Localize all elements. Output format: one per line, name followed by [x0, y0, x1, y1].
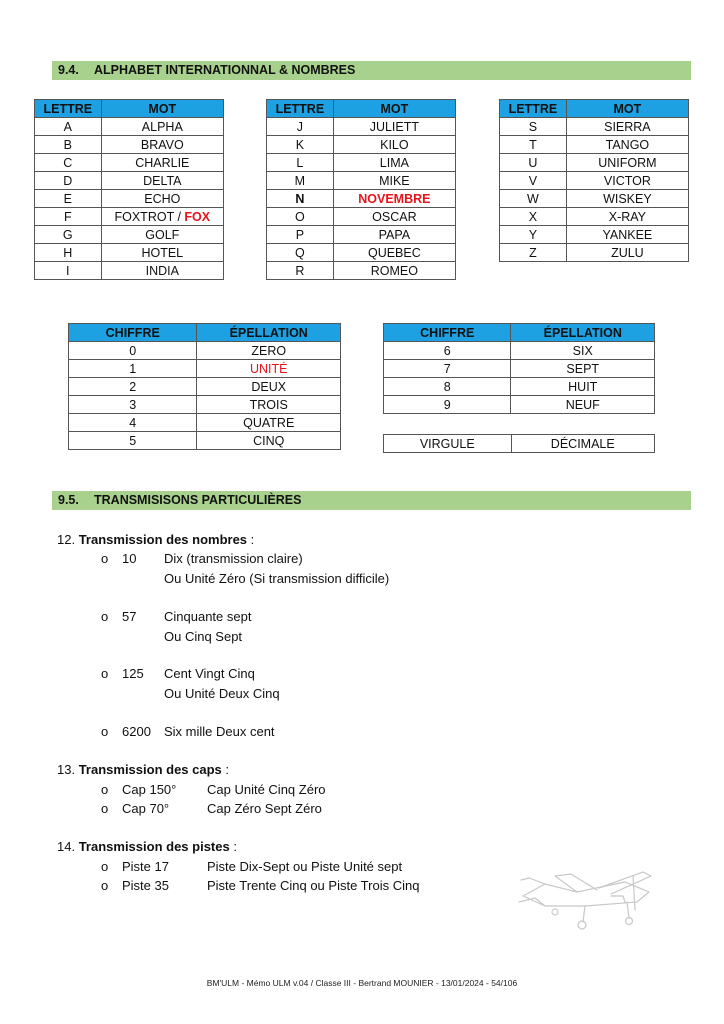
- header-letter: LETTRE: [267, 100, 334, 118]
- section-number: 9.4.: [58, 63, 79, 77]
- cap-value: Cap 70°: [122, 801, 170, 816]
- bullet-icon: o: [101, 609, 109, 624]
- table-row: [69, 342, 341, 360]
- table-row: [69, 396, 341, 414]
- table-row: [267, 226, 456, 244]
- header-spelling: ÉPELLATION: [197, 324, 341, 342]
- word-cell: TANGO: [566, 136, 688, 154]
- table-row: [267, 190, 456, 208]
- cap-spelling: Cap Unité Cinq Zéro: [207, 781, 326, 797]
- word-cell: ROMEO: [333, 262, 455, 280]
- digit-cell: 2: [69, 378, 197, 396]
- word-cell: YANKEE: [566, 226, 688, 244]
- transmission-alt: Ou Cinq Sept: [164, 628, 243, 644]
- decimal-cell: DÉCIMALE: [511, 435, 654, 453]
- item-colon: :: [221, 762, 230, 777]
- table-row: [267, 262, 456, 280]
- bullet-icon: o: [101, 858, 109, 874]
- word-cell: VICTOR: [566, 172, 688, 190]
- letter-cell: N: [267, 190, 334, 208]
- section-header-9-4: [52, 61, 691, 80]
- item-label: Transmission des caps: [78, 762, 222, 777]
- spelling-cell: QUATRE: [197, 414, 341, 432]
- spelling-cell: TROIS: [197, 396, 341, 414]
- word-cell: X-RAY: [566, 208, 688, 226]
- word-text: FOXTROT /: [114, 209, 185, 224]
- header-word: MOT: [566, 100, 688, 118]
- spelling-cell: SIX: [511, 342, 655, 360]
- number-value: 10: [122, 551, 137, 566]
- runway-value: Piste 17: [122, 858, 169, 874]
- airplane-icon: [515, 862, 655, 934]
- table-row: [500, 190, 689, 208]
- table-row: [500, 226, 689, 244]
- digit-cell: 5: [69, 432, 197, 450]
- digit-cell: 3: [69, 396, 197, 414]
- letter-cell: W: [500, 190, 567, 208]
- table-row: [35, 154, 224, 172]
- table-row: [35, 190, 224, 208]
- digit-cell: 1: [69, 360, 197, 378]
- cap-spelling: Cap Zéro Sept Zéro: [207, 801, 322, 816]
- table-row: [69, 360, 341, 378]
- table-row: [384, 396, 655, 414]
- word-cell: GOLF: [101, 226, 223, 244]
- spelling-cell: SEPT: [511, 360, 655, 378]
- table-row: [35, 136, 224, 154]
- header-digit: CHIFFRE: [384, 324, 511, 342]
- header-word: MOT: [101, 100, 223, 118]
- letter-cell: G: [35, 226, 102, 244]
- table-row: [35, 262, 224, 280]
- table-row: [500, 118, 689, 136]
- runway-spelling: Piste Trente Cinq ou Piste Trois Cinq: [207, 878, 420, 893]
- numbers-table-left: [68, 323, 341, 450]
- spelling-cell: NEUF: [511, 396, 655, 414]
- spelling-cell: HUIT: [511, 378, 655, 396]
- section-number: 9.5.: [58, 493, 79, 507]
- number-value: 6200: [122, 724, 151, 739]
- table-row: [267, 136, 456, 154]
- bullet-icon: o: [101, 666, 109, 681]
- table-row: [500, 244, 689, 262]
- word-cell: SIERRA: [566, 118, 688, 136]
- item-14-heading: [57, 837, 237, 857]
- bullet-icon: o: [101, 781, 109, 797]
- item-number: 13.: [57, 762, 76, 777]
- header-letter: LETTRE: [500, 100, 567, 118]
- word-cell: MIKE: [333, 172, 455, 190]
- spelling-cell: CINQ: [197, 432, 341, 450]
- word-cell: INDIA: [101, 262, 223, 280]
- letter-cell: D: [35, 172, 102, 190]
- item-number: 14.: [57, 839, 76, 854]
- letter-cell: C: [35, 154, 102, 172]
- table-row: [69, 414, 341, 432]
- letter-cell: A: [35, 118, 102, 136]
- letter-cell: V: [500, 172, 567, 190]
- table-row: [267, 208, 456, 226]
- digit-cell: 8: [384, 378, 511, 396]
- transmission-alt: Ou Unité Zéro (Si transmission difficile): [164, 570, 390, 586]
- alphabet-table-1: [34, 99, 224, 280]
- digit-cell: 4: [69, 414, 197, 432]
- letter-cell: Y: [500, 226, 567, 244]
- table-row: [35, 118, 224, 136]
- item-label: Transmission des nombres: [78, 532, 248, 547]
- word-cell: LIMA: [333, 154, 455, 172]
- transmission-line: Cinquante sept: [164, 609, 252, 624]
- word-cell: PAPA: [333, 226, 455, 244]
- word-cell-highlight: NOVEMBRE: [333, 190, 455, 208]
- fox-highlight: FOX: [184, 209, 211, 224]
- table-row: [35, 244, 224, 262]
- item-number: 12.: [57, 532, 76, 547]
- runway-value: Piste 35: [122, 878, 169, 893]
- alphabet-table-2: [266, 99, 456, 280]
- letter-cell: H: [35, 244, 102, 262]
- letter-cell: L: [267, 154, 334, 172]
- numbers-table-right: [383, 323, 655, 414]
- letter-cell: Z: [500, 244, 567, 262]
- letter-cell: J: [267, 118, 334, 136]
- table-row: [267, 172, 456, 190]
- word-cell: JULIETT: [333, 118, 455, 136]
- letter-cell: R: [267, 262, 334, 280]
- number-value: 125: [122, 666, 144, 681]
- word-cell: ALPHA: [101, 118, 223, 136]
- alphabet-table-3: [499, 99, 689, 262]
- word-cell: HOTEL: [101, 244, 223, 262]
- word-cell: WISKEY: [566, 190, 688, 208]
- letter-cell: X: [500, 208, 567, 226]
- table-row: [267, 244, 456, 262]
- table-row: [384, 435, 655, 453]
- page-footer: BM'ULM - Mémo ULM v.04 / Classe III - Bertrand MOUNIER - 13/01/2024 - 54/106: [206, 978, 518, 988]
- letter-cell: S: [500, 118, 567, 136]
- spelling-cell: ZERO: [197, 342, 341, 360]
- transmission-line: Six mille Deux cent: [164, 724, 275, 739]
- digit-cell: 9: [384, 396, 511, 414]
- letter-cell: I: [35, 262, 102, 280]
- table-row: [35, 226, 224, 244]
- header-word: MOT: [333, 100, 455, 118]
- table-row: [267, 154, 456, 172]
- table-row: [384, 378, 655, 396]
- section-title: ALPHABET INTERNATIONNAL & NOMBRES: [94, 63, 356, 77]
- item-colon: :: [229, 839, 237, 854]
- transmission-line: Cent Vingt Cinq: [164, 666, 255, 681]
- word-cell: ECHO: [101, 190, 223, 208]
- word-cell: QUEBEC: [333, 244, 455, 262]
- letter-cell: O: [267, 208, 334, 226]
- table-row: [500, 208, 689, 226]
- word-cell: KILO: [333, 136, 455, 154]
- bullet-icon: o: [101, 551, 109, 566]
- letter-cell: P: [267, 226, 334, 244]
- header-spelling: ÉPELLATION: [511, 324, 655, 342]
- section-header-9-5: [52, 491, 691, 510]
- letter-cell: E: [35, 190, 102, 208]
- letter-cell: F: [35, 208, 102, 226]
- letter-cell: M: [267, 172, 334, 190]
- table-row: [267, 118, 456, 136]
- table-row: [69, 378, 341, 396]
- item-colon: :: [247, 532, 255, 547]
- cap-value: Cap 150°: [122, 781, 177, 797]
- item-13-heading: [57, 760, 229, 780]
- table-row: [500, 172, 689, 190]
- bullet-icon: o: [101, 801, 109, 816]
- letter-cell: K: [267, 136, 334, 154]
- table-row: [35, 172, 224, 190]
- letter-cell: T: [500, 136, 567, 154]
- comma-cell: VIRGULE: [384, 435, 512, 453]
- spelling-cell-highlight: UNITÉ: [197, 360, 341, 378]
- word-cell: CHARLIE: [101, 154, 223, 172]
- item-label: Transmission des pistes: [78, 839, 230, 854]
- letter-cell: B: [35, 136, 102, 154]
- number-value: 57: [122, 609, 137, 624]
- table-row: [384, 342, 655, 360]
- runway-spelling: Piste Dix-Sept ou Piste Unité sept: [207, 858, 403, 874]
- header-letter: LETTRE: [35, 100, 102, 118]
- word-cell: OSCAR: [333, 208, 455, 226]
- bullet-icon: o: [101, 878, 109, 893]
- transmission-alt: Ou Unité Deux Cinq: [164, 685, 280, 701]
- word-cell: ZULU: [566, 244, 688, 262]
- header-digit: CHIFFRE: [69, 324, 197, 342]
- digit-cell: 6: [384, 342, 511, 360]
- transmission-line: Dix (transmission claire): [164, 551, 303, 566]
- digit-cell: 7: [384, 360, 511, 378]
- table-row: [500, 136, 689, 154]
- word-cell: BRAVO: [101, 136, 223, 154]
- table-row: [35, 208, 224, 226]
- table-row: [500, 154, 689, 172]
- digit-cell: 0: [69, 342, 197, 360]
- table-row: [384, 360, 655, 378]
- letter-cell: Q: [267, 244, 334, 262]
- bullet-icon: o: [101, 724, 109, 739]
- word-cell: UNIFORM: [566, 154, 688, 172]
- letter-cell: U: [500, 154, 567, 172]
- spelling-cell: DEUX: [197, 378, 341, 396]
- section-title: TRANSMISISONS PARTICULIÈRES: [94, 493, 302, 507]
- comma-table: [383, 434, 655, 453]
- word-cell: [101, 208, 223, 226]
- word-cell: DELTA: [101, 172, 223, 190]
- table-row: [69, 432, 341, 450]
- item-12-heading: [57, 530, 254, 550]
